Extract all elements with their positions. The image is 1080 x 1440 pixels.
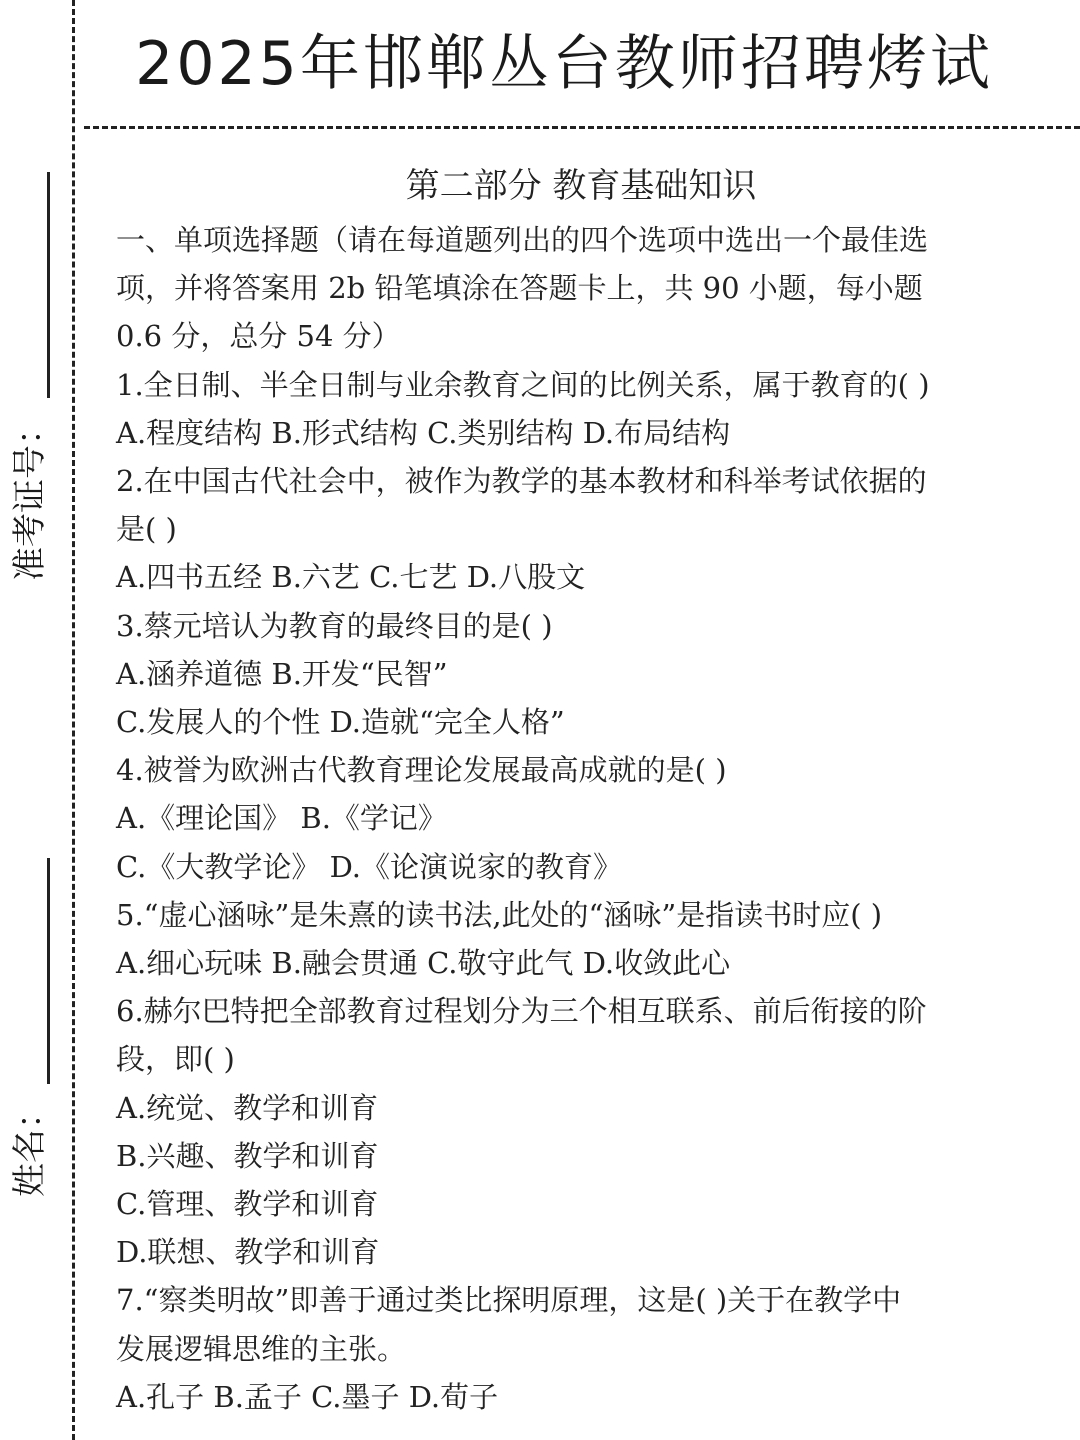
question-stem: 5.“虚心涵咏”是朱熹的读书法,此处的“涵咏”是指读书时应( ) bbox=[116, 897, 883, 932]
id-number-write-line bbox=[47, 172, 50, 398]
question-7 bbox=[116, 1276, 1046, 1421]
question-stem: 发展逻辑思维的主张。 bbox=[116, 1331, 407, 1366]
question-options: D.联想、教学和训育 bbox=[116, 1235, 380, 1270]
question-2 bbox=[116, 457, 1046, 602]
instruction-line: 一、单项选择题（请在每道题列出的四个选项中选出一个最佳选 bbox=[116, 223, 929, 257]
question-options: A.细心玩味 B.融会贯通 C.敬守此气 D.收敛此心 bbox=[116, 946, 731, 981]
question-options: A.涵养道德 B.开发“民智” bbox=[116, 656, 448, 691]
question-5 bbox=[116, 891, 1046, 987]
question-stem: 7.“察类明故”即善于通过类比探明原理，这是( )关于在教学中 bbox=[116, 1283, 902, 1318]
question-options: A.《理论国》 B.《学记》 bbox=[116, 801, 447, 836]
part-title: 第二部分 教育基础知识 bbox=[405, 166, 757, 206]
instruction-line: 0.6 分，总分 54 分） bbox=[116, 319, 401, 354]
question-6 bbox=[116, 987, 1046, 1276]
question-options: A.孔子 B.孟子 C.墨子 D.荀子 bbox=[116, 1379, 499, 1414]
question-options: C.《大教学论》 D.《论演说家的教育》 bbox=[116, 849, 623, 884]
question-options: C.发展人的个性 D.造就“完全人格” bbox=[116, 705, 565, 740]
question-stem: 是( ) bbox=[116, 512, 177, 547]
name-write-line bbox=[47, 858, 50, 1084]
question-stem: 2.在中国古代社会中，被作为教学的基本教材和科举考试依据的 bbox=[116, 464, 927, 499]
name-label: 姓名： bbox=[10, 1095, 50, 1197]
question-3 bbox=[116, 602, 1046, 747]
id-number-label: 准考证号： bbox=[10, 411, 50, 581]
instruction-line: 项，并将答案用 2b 铅笔填涂在答题卡上，共 90 小题，每小题 bbox=[116, 271, 923, 306]
question-stem: 4.被誉为欧洲古代教育理论发展最高成就的是( ) bbox=[116, 753, 727, 788]
question-4 bbox=[116, 746, 1046, 891]
question-options: C.管理、教学和训育 bbox=[116, 1187, 379, 1222]
exam-content bbox=[116, 160, 1046, 1421]
exam-title: 2025年邯郸丛台教师招聘烤试 bbox=[135, 29, 993, 99]
question-1 bbox=[116, 361, 1046, 457]
question-stem: 3.蔡元培认为教育的最终目的是( ) bbox=[116, 608, 553, 643]
left-dashed-cut-line bbox=[72, 0, 75, 1440]
question-stem: 段，即( ) bbox=[116, 1042, 235, 1077]
question-stem: 1.全日制、半全日制与业余教育之间的比例关系，属于教育的( ) bbox=[116, 367, 930, 402]
question-options: A.程度结构 B.形式结构 C.类别结构 D.布局结构 bbox=[116, 415, 731, 450]
question-options: A.统觉、教学和训育 bbox=[116, 1090, 379, 1125]
question-stem: 6.赫尔巴特把全部教育过程划分为三个相互联系、前后衔接的阶 bbox=[116, 994, 927, 1029]
header-dashed-separator bbox=[84, 126, 1080, 129]
question-options: B.兴趣、教学和训育 bbox=[116, 1138, 379, 1173]
question-options: A.四书五经 B.六艺 C.七艺 D.八股文 bbox=[116, 560, 586, 595]
